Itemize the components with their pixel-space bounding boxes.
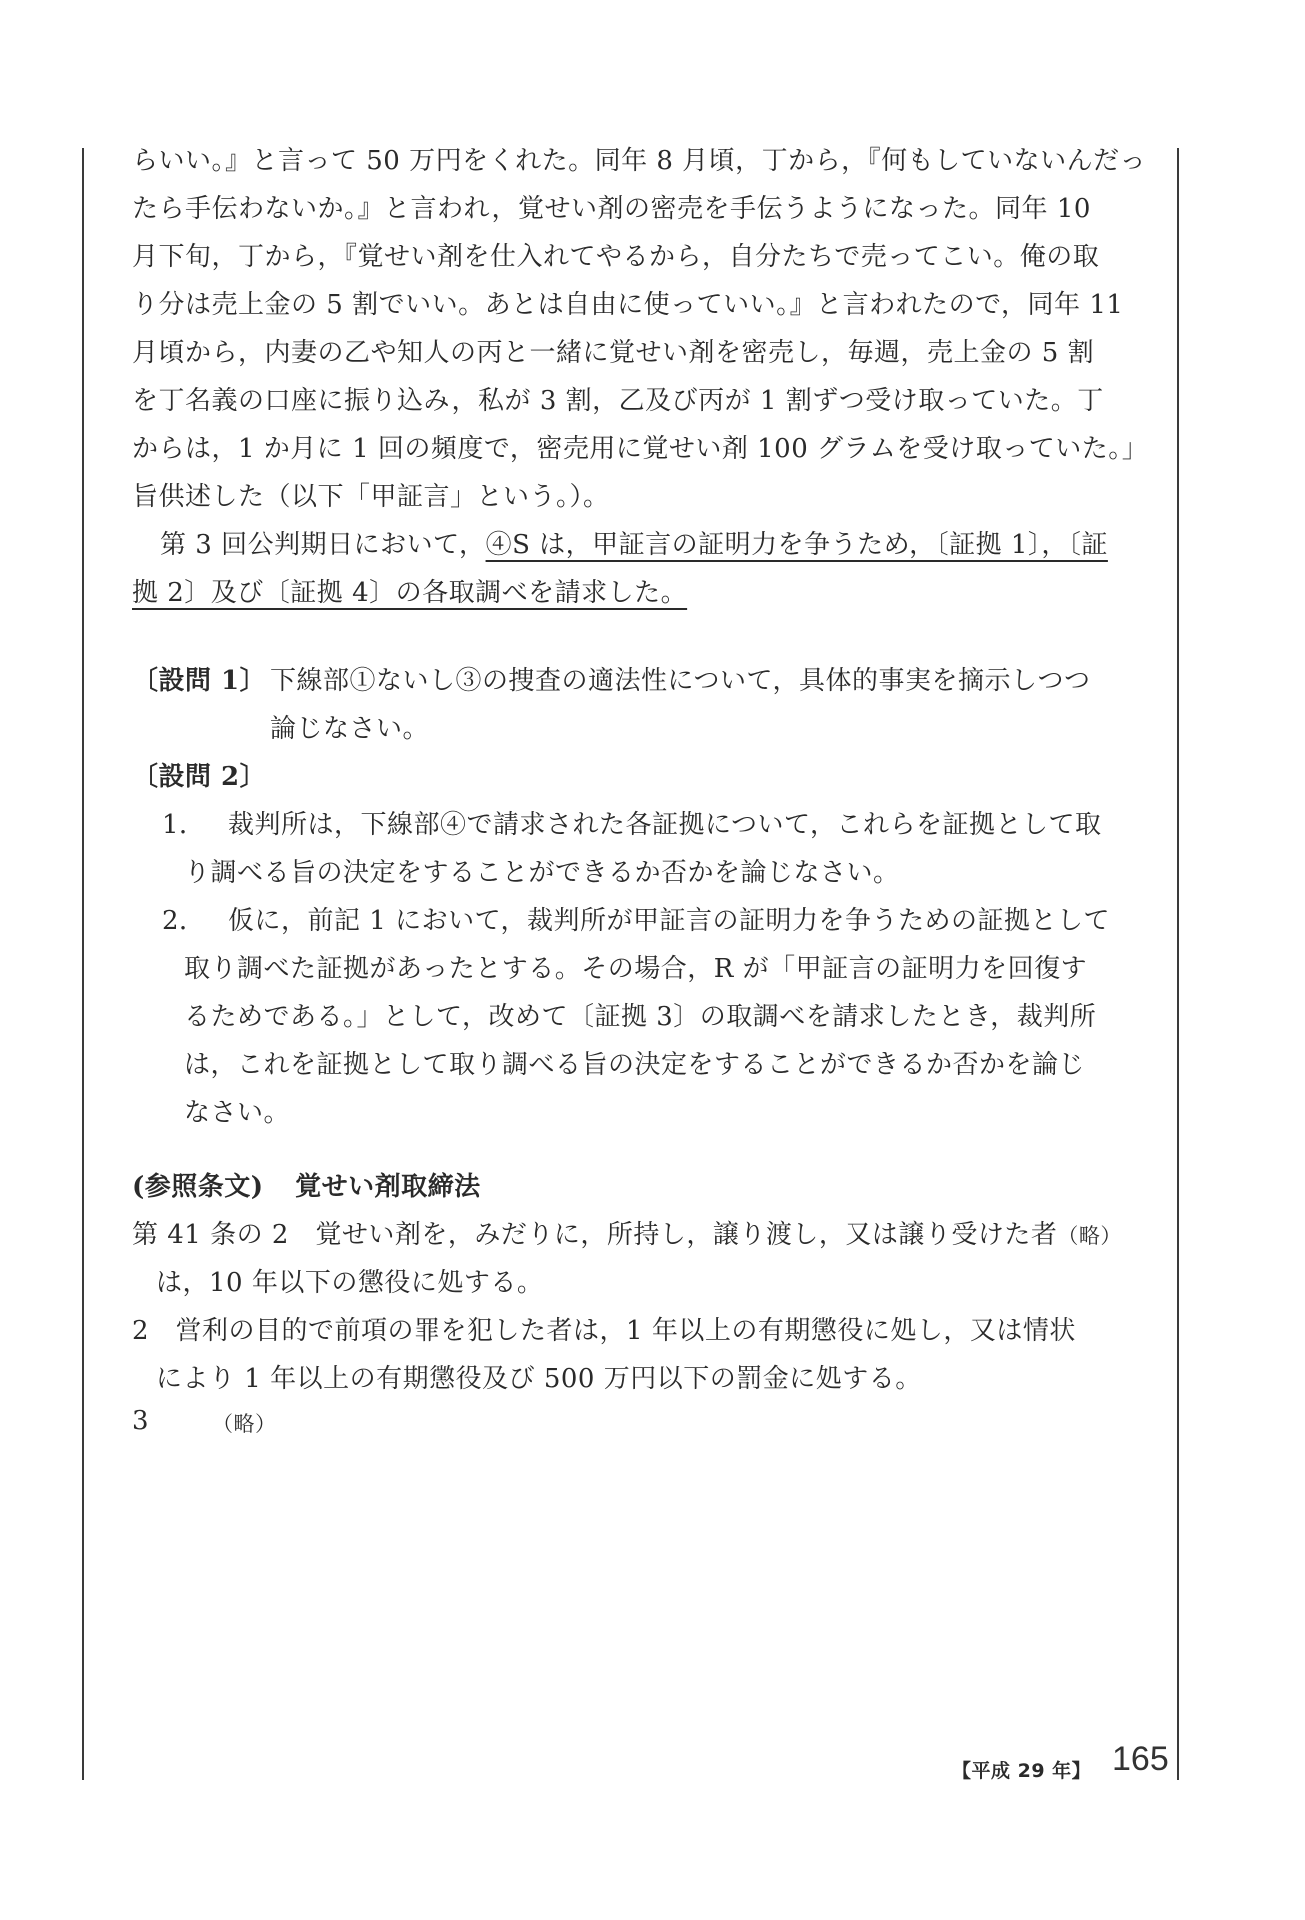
underlined-text-4: ④S は，甲証言の証明力を争うため，〔証拠 1〕，〔証 (485, 530, 1108, 560)
q2-item2-line3: るためである。」として，改めて〔証拠 3〕の取調べを請求したとき，裁判所 (184, 1002, 1097, 1032)
q2-item2-line4: は，これを証拠として取り調べる旨の決定をすることができるか否かを論じ (184, 1050, 1086, 1080)
paragraph-3-number: 3 (132, 1406, 150, 1436)
right-margin-rule (1177, 148, 1179, 1780)
body-line: り分は売上金の 5 割でいい。あとは自由に使っていい。』と言われたので，同年 11 (132, 290, 1124, 320)
trial-paragraph-line1 (160, 524, 1108, 561)
paragraph-2-line1: 2 営利の目的で前項の罪を犯した者は，1 年以上の有期懲役に処し，又は情状 (132, 1316, 1076, 1346)
reference-heading-law: 覚せい剤取締法 (295, 1172, 481, 1202)
trial-lead: 第 3 回公判期日において， (160, 530, 486, 560)
era-tag: 【平成 29 年】 (952, 1760, 1092, 1782)
body-line: 月下旬，丁から，『覚せい剤を仕入れてやるから，自分たちで売ってこい。俺の取 (132, 242, 1100, 272)
body-line: らいい。』と言って 50 万円をくれた。同年 8 月頃，丁から，『何もしていないんだっ (132, 146, 1147, 176)
body-line: 月頃から，内妻の乙や知人の丙と一緒に覚せい剤を密売し，毎週，売上金の 5 割 (132, 338, 1095, 368)
q2-item2-line2: 取り調べた証拠があったとする。その場合，R が「甲証言の証明力を回復す (184, 954, 1088, 984)
body-line: を丁名義の口座に振り込み，私が 3 割，乙及び丙が 1 割ずつ受け取っていた。丁 (132, 386, 1104, 416)
q1-text-line1: 下線部①ないし③の捜査の適法性について，具体的事実を摘示しつつ (270, 666, 1091, 696)
article-41-2-line1: 第 41 条の 2 覚せい剤を，みだりに，所持し，譲り渡し，又は譲り受けた者（略） (132, 1220, 1122, 1250)
underlined-text-4-cont: 拠 2〕及び〔証拠 4〕の各取調べを請求した。 (132, 578, 688, 608)
body-line: 旨供述した（以下「甲証言」という。）。 (132, 482, 610, 512)
article-41-2-line2: は，10 年以下の懲役に処する。 (156, 1268, 544, 1298)
reference-heading-label: (参照条文) (132, 1172, 264, 1202)
q2-item2-number: 2． (162, 906, 206, 936)
trial-paragraph-line2 (132, 572, 687, 609)
paragraph-3-omission: （略） (212, 1412, 277, 1436)
q2-item2-line1: 仮に，前記 1 において，裁判所が甲証言の証明力を争うための証拠として (228, 906, 1111, 936)
reference-heading (132, 1166, 481, 1203)
paragraph-2-line2: により 1 年以上の有期懲役及び 500 万円以下の罰金に処する。 (156, 1364, 922, 1394)
q2-item2-line5: なさい。 (184, 1098, 291, 1128)
q2-item1-line1: 裁判所は，下線部④で請求された各証拠について，これらを証拠として取 (228, 810, 1102, 840)
q2-item1-number: 1． (162, 810, 206, 840)
q2-item1-line2: り調べる旨の決定をすることができるか否かを論じなさい。 (184, 858, 900, 888)
left-margin-rule (82, 148, 84, 1780)
page-number: 165 (1112, 1740, 1169, 1778)
body-line: からは，1 か月に 1 回の頻度で，密売用に覚せい剤 100 グラムを受け取っていた。」 (132, 434, 1149, 464)
q2-label: 〔設問 2〕 (132, 762, 267, 792)
omission-note: （略） (1057, 1224, 1122, 1248)
body-line: たら手伝わないか。』と言われ，覚せい剤の密売を手伝うようになった。同年 10 (132, 194, 1091, 224)
q1-label: 〔設問 1〕 (132, 666, 267, 696)
q1-text-line2: 論じなさい。 (270, 714, 430, 744)
